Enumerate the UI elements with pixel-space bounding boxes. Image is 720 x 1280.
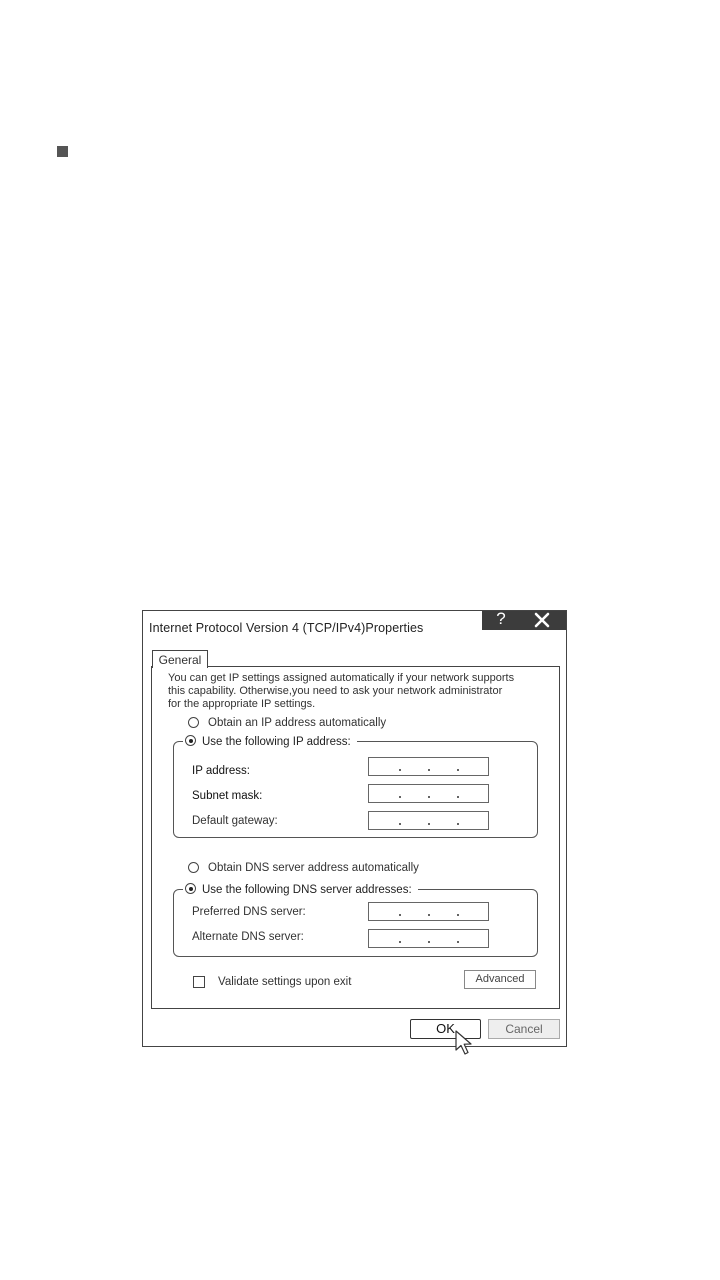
help-button[interactable]: ? xyxy=(496,609,506,628)
alternate-dns-input[interactable] xyxy=(368,929,489,948)
radio-ip-auto-label: Obtain an IP address automatically xyxy=(208,717,387,729)
alternate-dns-label: Alternate DNS server: xyxy=(192,931,304,943)
radio-dns-auto-label: Obtain DNS server address automatically xyxy=(208,862,419,874)
subnet-mask-label: Subnet mask: xyxy=(192,790,263,802)
validate-checkbox[interactable] xyxy=(193,976,205,988)
validate-label: Validate settings upon exit xyxy=(218,976,352,988)
ip-address-input[interactable] xyxy=(368,757,489,776)
default-gateway-input[interactable] xyxy=(368,811,489,830)
preferred-dns-input[interactable] xyxy=(368,902,489,921)
radio-ip-manual[interactable] xyxy=(185,735,196,746)
dns-manual-legend xyxy=(183,883,418,896)
preferred-dns-label: Preferred DNS server: xyxy=(192,906,306,918)
default-gateway-label: Default gateway: xyxy=(192,815,278,827)
close-icon xyxy=(532,611,552,630)
info-text xyxy=(168,672,553,711)
subnet-mask-input[interactable] xyxy=(368,784,489,803)
dialog-title: Internet Protocol Version 4 (TCP/IPv4)Properties xyxy=(149,621,424,635)
cancel-button[interactable]: Cancel xyxy=(488,1019,560,1039)
advanced-button[interactable]: Advanced xyxy=(464,970,536,989)
radio-dns-auto[interactable] xyxy=(188,862,199,873)
bullet-square-icon xyxy=(57,146,68,157)
info-line: You can get IP settings assigned automatically if your network supports xyxy=(168,672,515,684)
info-line: this capability. Otherwise,you need to ask your network administrator xyxy=(168,685,503,697)
mouse-pointer-icon xyxy=(454,1030,476,1056)
radio-ip-auto[interactable] xyxy=(188,717,199,728)
ok-button[interactable]: OK xyxy=(410,1019,481,1039)
tab-general[interactable]: General xyxy=(152,650,208,668)
radio-ip-manual-label: Use the following IP address: xyxy=(202,736,351,748)
radio-dns-manual[interactable] xyxy=(185,883,196,894)
title-bar-buttons xyxy=(482,611,566,630)
info-line: for the appropriate IP settings. xyxy=(168,698,316,710)
ip-address-label: IP address: xyxy=(192,765,250,777)
close-button[interactable] xyxy=(532,611,552,630)
tcpip-properties-dialog xyxy=(142,610,567,1047)
ip-manual-legend xyxy=(183,735,357,748)
title-bar xyxy=(143,611,566,645)
radio-dns-manual-label: Use the following DNS server addresses: xyxy=(202,884,412,896)
